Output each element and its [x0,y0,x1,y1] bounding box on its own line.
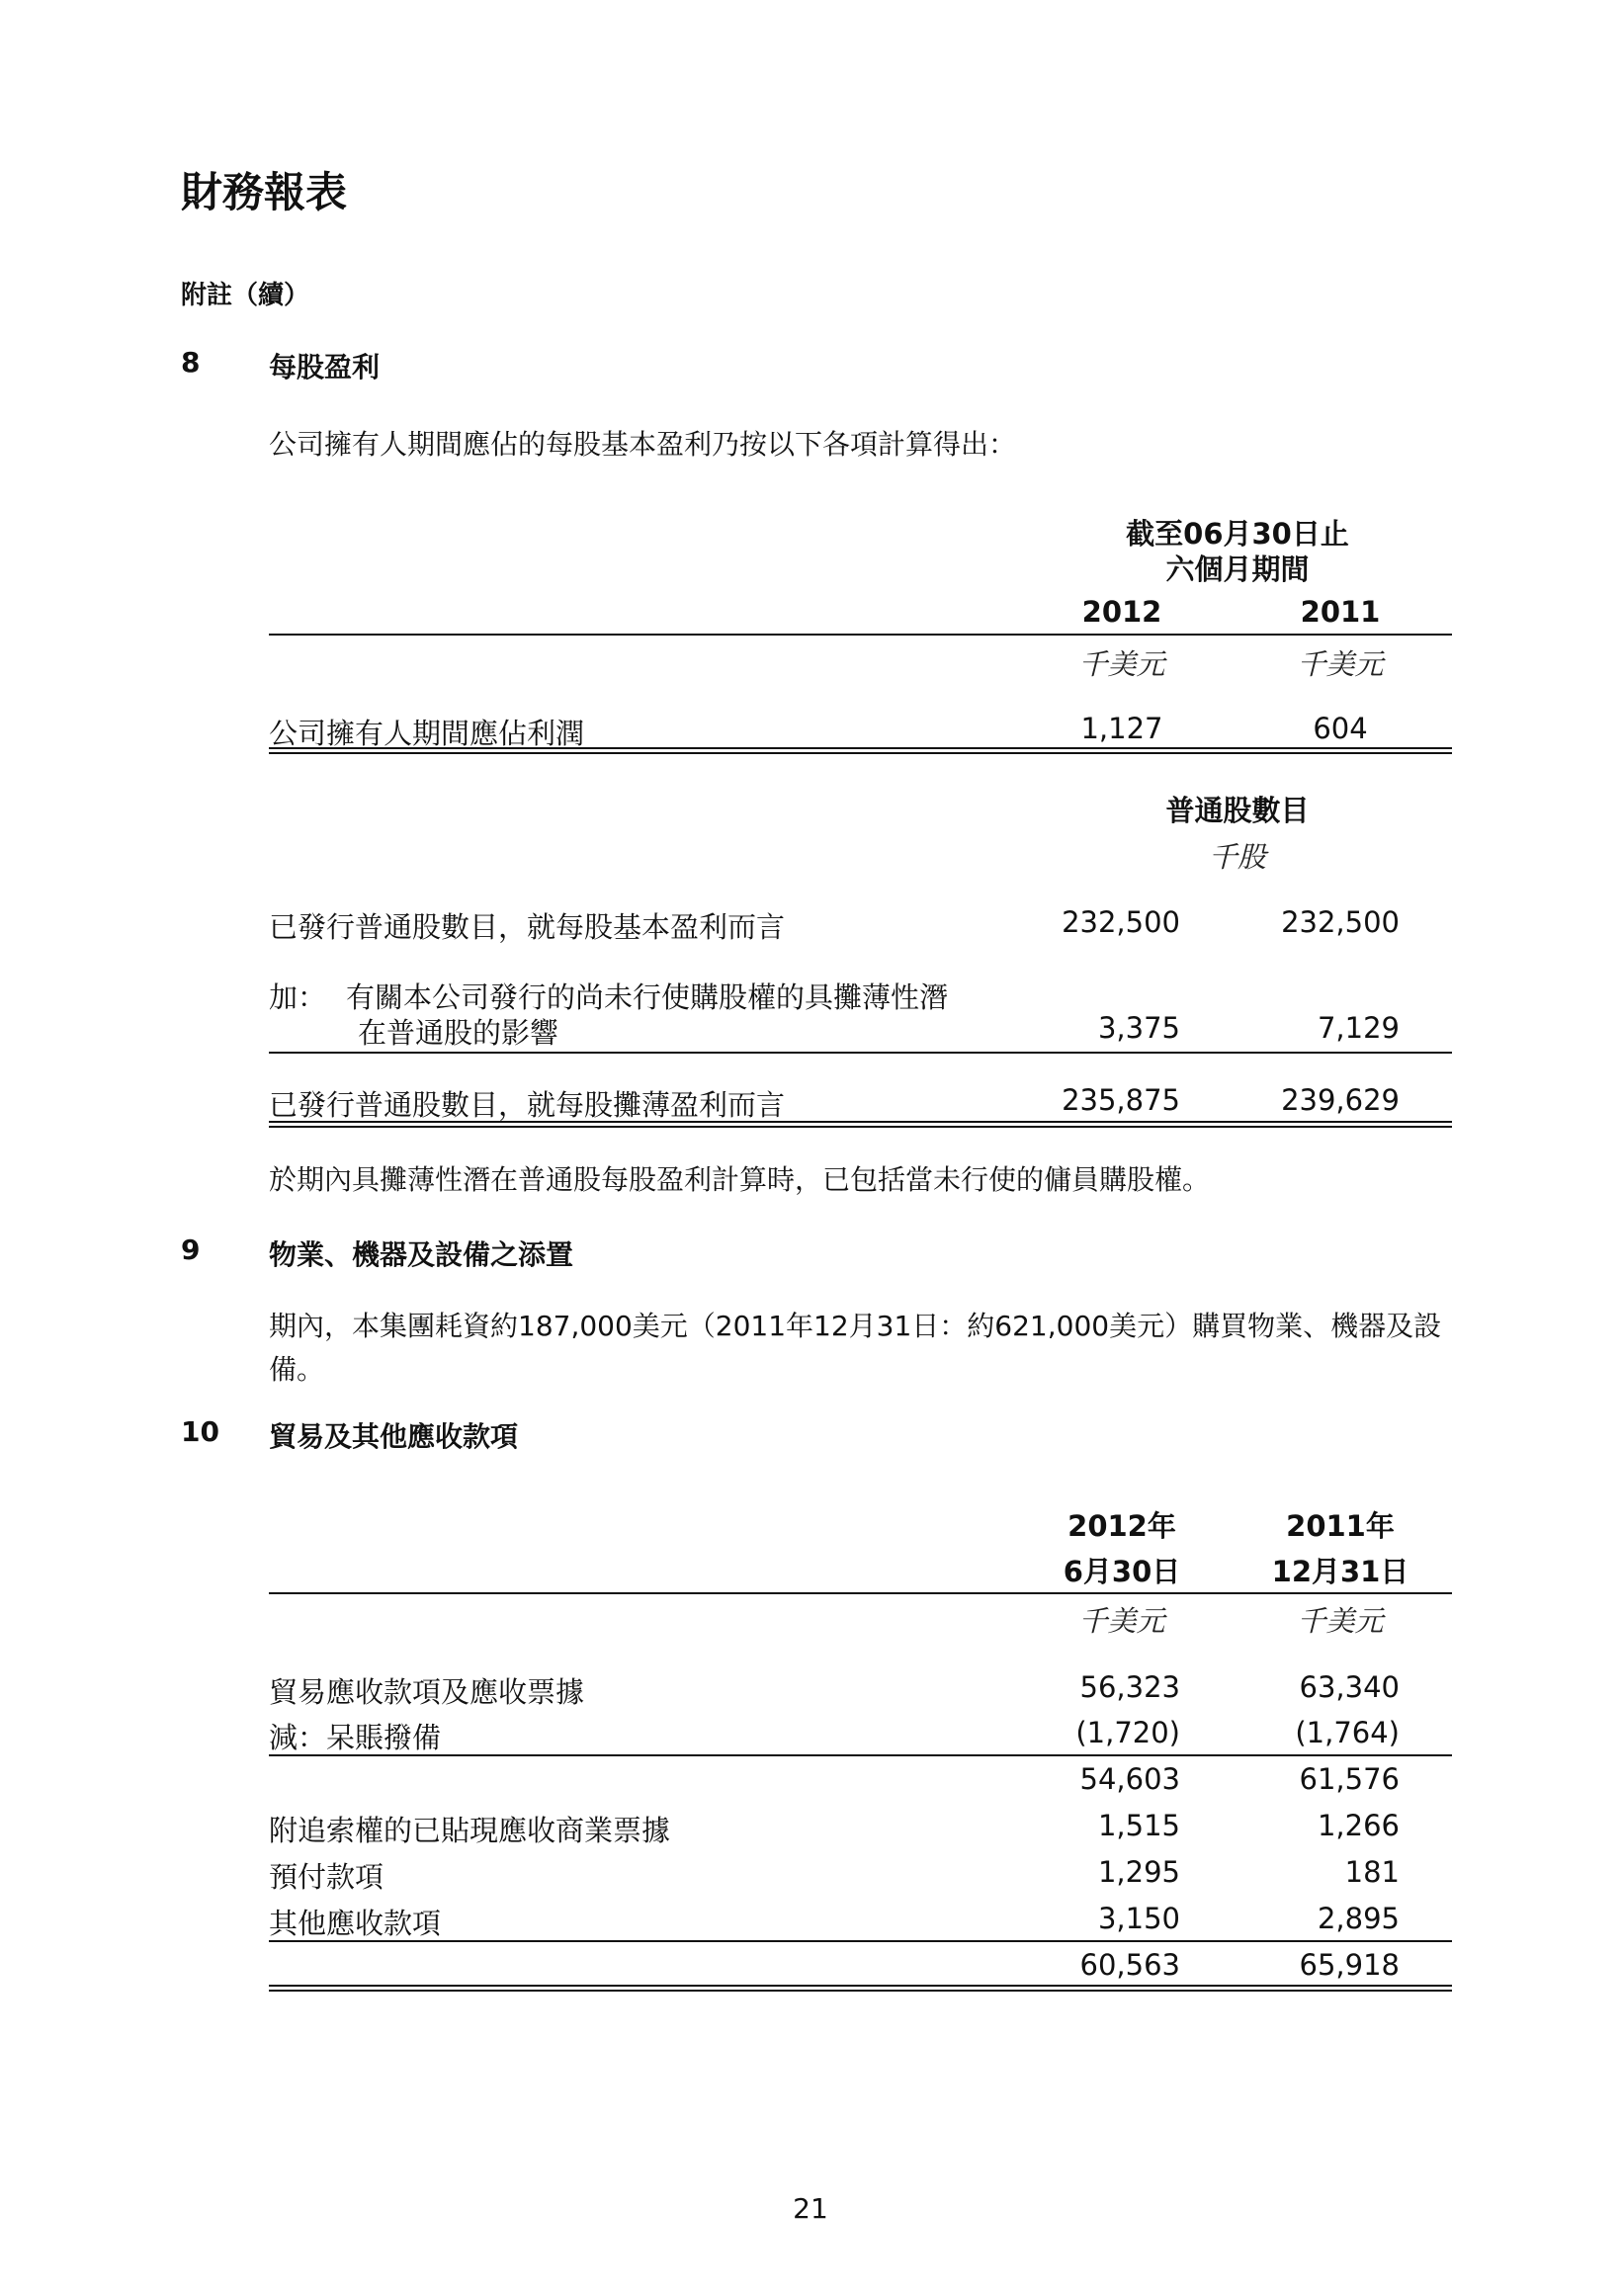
col-2011-header-line2: 12月31日 [1271,1555,1409,1588]
basic-shares-2012: 232,500 [1062,905,1180,939]
total-value-2012: 60,563 [1079,1948,1180,1982]
unit-label-2011: 千美元 [1297,1604,1384,1638]
table-row-value-2011: 1,266 [1317,1809,1400,1842]
table-row-value-2011: 2,895 [1317,1902,1400,1935]
col-2012-header: 2012 [1081,595,1162,629]
diluted-shares-2011: 239,629 [1281,1083,1400,1117]
profit-value-2011: 604 [1313,712,1368,745]
dilutive-effect-2012: 3,375 [1097,1011,1180,1045]
basic-shares-label: 已發行普通股數目，就每股基本盈利而言 [269,910,786,944]
table-row-value-2012: 1,295 [1097,1855,1180,1889]
subtotal-rule [269,1052,1452,1054]
table-row-value-2012: 3,150 [1097,1902,1180,1935]
profit-value-2012: 1,127 [1080,712,1163,745]
col-2012-header-line2: 6月30日 [1063,1555,1181,1588]
section-8-note: 於期內具攤薄性潛在普通股每股盈利計算時，已包括當未行使的傭員購股權。 [269,1163,1211,1196]
period-header-line2: 六個月期間 [1165,553,1310,586]
col-2011-header: 2011 [1300,595,1381,629]
table-row-value-2012: 56,323 [1079,1670,1180,1704]
total-value-2011: 65,918 [1299,1948,1400,1982]
unit-label-2012: 千美元 [1078,1604,1165,1638]
section-8-number: 8 [181,346,201,379]
double-rule [269,1121,1452,1128]
section-9-text: 期內，本集團耗資約187,000美元（2011年12月31日：約621,000美元）購買物業、機器及設備。 [269,1310,1442,1386]
dilutive-effect-2011: 7,129 [1317,1011,1400,1045]
header-rule [269,634,1452,636]
add-label-line2: 在普通股的影響 [358,1016,559,1050]
subtotal-value-2012: 54,603 [1079,1762,1180,1796]
subtotal-rule [269,1940,1452,1942]
page-title: 財務報表 [181,168,348,216]
notes-continued-heading: 附註（續） [181,281,310,310]
table-row-value-2012: (1,720) [1075,1716,1180,1749]
section-9-number: 9 [181,1233,201,1266]
add-label-line1: 有關本公司發行的尚未行使購股權的具攤薄性潛 [346,980,949,1014]
table-row-value-2011: (1,764) [1295,1716,1400,1749]
table-row-label: 貿易應收款項及應收票據 [269,1675,585,1709]
section-8-title: 每股盈利 [269,351,381,383]
shares-unit: 千股 [1208,840,1266,874]
diluted-shares-2012: 235,875 [1062,1083,1180,1117]
subtotal-value-2011: 61,576 [1299,1762,1400,1796]
col-2011-header-line1: 2011年 [1286,1509,1395,1543]
subtotal-rule [269,1754,1452,1756]
header-rule [269,1592,1452,1594]
add-prefix: 加： [269,980,327,1014]
double-rule [269,747,1452,754]
basic-shares-2011: 232,500 [1281,905,1400,939]
col-2012-header-line1: 2012年 [1067,1509,1176,1543]
unit-label-2012: 千美元 [1078,647,1165,681]
double-rule [269,1985,1452,1992]
table-row-value-2011: 63,340 [1299,1670,1400,1704]
table-row-label: 其他應收款項 [269,1907,442,1940]
profit-label: 公司擁有人期間應佔利潤 [269,717,585,750]
shares-header: 普通股數目 [1165,794,1310,827]
table-row-label: 附追索權的已貼現應收商業票據 [269,1814,671,1847]
table-row-value-2012: 1,515 [1097,1809,1180,1842]
table-row-label: 減：呆賬撥備 [269,1721,442,1754]
diluted-shares-label: 已發行普通股數目，就每股攤薄盈利而言 [269,1088,786,1122]
section-10-number: 10 [181,1415,219,1448]
table-row-value-2011: 181 [1344,1855,1400,1889]
section-9-title: 物業、機器及設備之添置 [269,1238,574,1271]
section-8-intro: 公司擁有人期間應佔的每股基本盈利乃按以下各項計算得出： [269,428,1017,461]
period-header-line1: 截至06月30日止 [1126,517,1349,551]
page-number: 21 [793,2192,828,2225]
table-row-label: 預付款項 [269,1860,384,1894]
unit-label-2011: 千美元 [1297,647,1384,681]
section-10-title: 貿易及其他應收款項 [269,1420,519,1453]
